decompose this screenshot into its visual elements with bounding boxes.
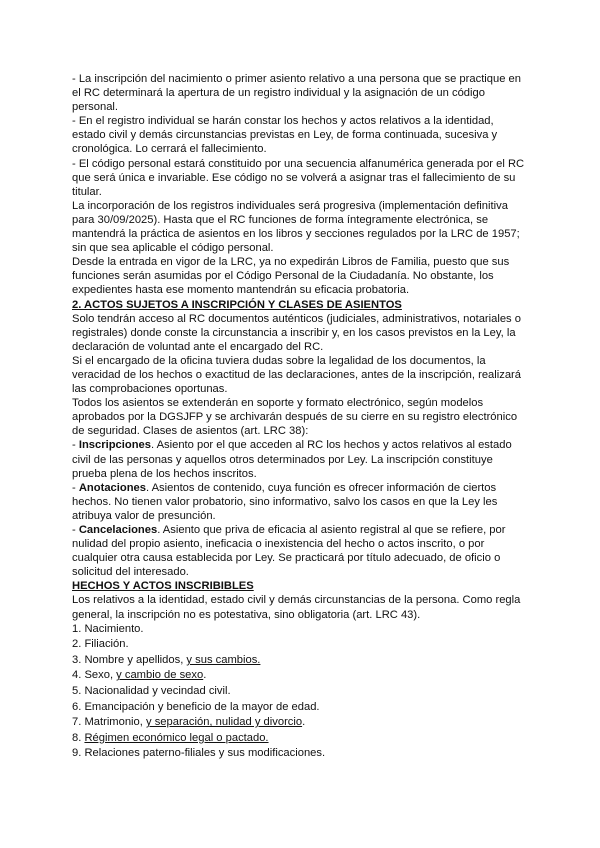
- paragraph-anotaciones: [72, 481, 528, 523]
- paragraph-dudas-encargado: Si el encargado de la oficina tuviera dudas sobre la legalidad de los documentos, la veracidad de los hechos o exactitud de las declaraciones, antes de la inscripción, realizará las comprobaciones oportunas.: [72, 354, 522, 396]
- paragraph-libros-familia: Desde la entrada en vigor de la LRC, ya no expedirán Libros de Familia, puesto que sus funciones serán asumidas por el Código Personal de la Ciudadanía. No obstante, los expedientes hasta ese momento mantendrán su eficacia probatoria.: [72, 256, 510, 297]
- underlined-text: y cambio de sexo: [116, 669, 204, 682]
- term-inscripciones: Inscripciones: [78, 439, 151, 452]
- paragraph-soporte-electronico: Todos los asientos se extenderán en soporte y formato electrónico, según modelos aprobados por la DGSJFP y se archivarán después de su cierre en su registro electrónico de seguridad. Clases de asientos (art. LRC 38):: [72, 397, 518, 438]
- list-item: 2. Filiación.: [72, 638, 129, 651]
- list-dash: -: [72, 439, 79, 452]
- definition-inscripciones: . Asiento por el que acceden al RC los hechos y actos relativos al estado civil de las personas y aquellos otros determinados por Ley. La inscripción constituye prueba plena de los hechos inscritos.: [72, 439, 512, 480]
- list-item: 5. Nacionalidad y vecindad civil.: [72, 685, 231, 698]
- section-heading-actos: 2. ACTOS SUJETOS A INSCRIPCIÓN Y CLASES DE ASIENTOS: [72, 298, 402, 311]
- list-item: 4. Sexo, y cambio de sexo.: [72, 669, 207, 682]
- term-cancelaciones: Cancelaciones: [78, 524, 158, 536]
- underlined-text: Régimen económico legal o pactado.: [84, 731, 269, 744]
- list-item: 6. Emancipación y beneficio de la mayor de edad.: [72, 700, 320, 713]
- definition-cancelaciones: . Asiento que priva de eficacia al asiento registral al que se refiere, por nulidad del propio asiento, ineficacia o inexistencia del hecho o actos inscrito, o por cualquier otra causa establecida por Ley. Se practicará por título adecuado, de oficio o solicitud del interesado.: [72, 524, 506, 579]
- paragraph-inscripciones: [72, 438, 528, 480]
- term-anotaciones: Anotaciones: [78, 481, 146, 494]
- paragraph-codigo-personal: - El código personal estará constituido por una secuencia alfanumérica generada por el RC que será única e invariable. Ese código no se volverá a asignar tras el fallecimiento de su titular.: [72, 157, 525, 198]
- list-dash: -: [72, 481, 79, 494]
- paragraph-hechos-intro: Los relativos a la identidad, estado civil y demás circunstancias de la persona. Como regla general, la inscripción no es potestativa, sino obligatoria (art. LRC 43).: [72, 594, 521, 621]
- paragraph-contenido-registro: - En el registro individual se harán constar los hechos y actos relativos a la identidad, estado civil y demás circunstancias previstas en Ley, de forma continuada, sucesiva y cronológica. Lo cerrará el fallecimiento.: [72, 115, 498, 156]
- hechos-list: [72, 622, 528, 762]
- list-item: 7. Matrimonio, y separación, nulidad y divorcio.: [72, 716, 306, 729]
- underlined-text: y separación, nulidad y divorcio: [146, 716, 303, 729]
- paragraph-registro-individual: - La inscripción del nacimiento o primer asiento relativo a una persona que se practique en el RC determinará la apertura de un registro individual y la asignación de un código personal.: [72, 73, 522, 114]
- list-item: 3. Nombre y apellidos, y sus cambios.: [72, 653, 261, 666]
- section-heading-hechos: HECHOS Y ACTOS INSCRIBIBLES: [72, 580, 254, 593]
- list-item: 9. Relaciones paterno-filiales y sus modificaciones.: [72, 747, 326, 760]
- list-item: 8. Régimen económico legal o pactado.: [72, 731, 269, 744]
- underlined-text: y sus cambios.: [186, 653, 261, 666]
- list-dash: -: [72, 524, 79, 536]
- paragraph-documentos-autenticos: Solo tendrán acceso al RC documentos auténticos (judiciales, administrativos, notariales o registrales) donde conste la circunstancia a inscribir y, en los casos previstos en la Ley, la declaración de voluntad ante el encargado del RC.: [72, 312, 521, 353]
- definition-anotaciones: . Asientos de contenido, cuya función es ofrecer información de ciertos hechos. No tienen valor probatorio, sino informativo, salvo los casos en que la Ley les atribuya valor de presunción.: [72, 481, 498, 522]
- paragraph-cancelaciones: [72, 523, 528, 579]
- paragraph-incorporacion-progresiva: La incorporación de los registros individuales será progresiva (implementación definitiva para 30/09/2025). Hasta que el RC funciones de forma íntegramente electrónica, se mantendrá la práctica de asientos en los libros y secciones regulados por la LRC de 1957; sin que sea aplicable el código personal.: [72, 199, 520, 255]
- document-page: [72, 72, 528, 762]
- list-item: 1. Nacimiento.: [72, 622, 144, 635]
